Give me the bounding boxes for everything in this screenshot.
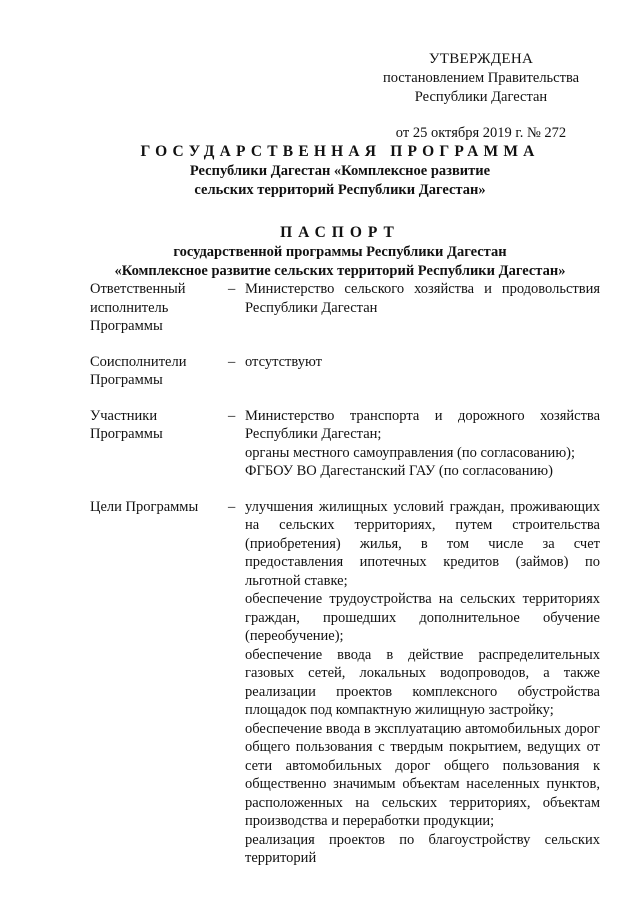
row-value-line: обеспечение ввода в эксплуатацию автомобильных дорог общего пользования с твердым покрытием, ведущих от сети автомобильных дорог общего пользования к общественно значимым объектам населенных пунктов, расположенных на сельских территориях, объектам производства и переработки продукции; — [245, 720, 600, 829]
row-dash: – — [228, 498, 236, 515]
passport-row-coexecutors — [90, 353, 600, 390]
row-value — [245, 498, 600, 868]
row-value-line: Министерство сельского хозяйства и продовольствия Республики Дагестан — [245, 281, 600, 316]
approved-by-line: постановлением Правительства — [382, 70, 580, 86]
passport-title: ПАСПОРТ — [280, 224, 400, 241]
approved-heading: УТВЕРЖДЕНА — [428, 51, 534, 67]
program-title: ГОСУДАРСТВЕННАЯ ПРОГРАММА — [140, 143, 540, 160]
passport-subtitle-line-1: государственной программы Республики Дагестан — [173, 244, 507, 260]
passport-row-goals — [90, 498, 600, 868]
row-value-line: органы местного самоуправления (по согласованию); — [245, 444, 576, 461]
passport-subtitle-line-2: «Комплексное развитие сельских территорий Республики Дагестан» — [114, 263, 566, 279]
row-dash: – — [228, 281, 236, 297]
program-subtitle-line-2: сельских территорий Республики Дагестан» — [194, 182, 486, 198]
program-subtitle-line-1: Республики Дагестан «Комплексное развитие — [189, 163, 491, 179]
row-value — [245, 353, 600, 390]
row-value-line: отсутствуют — [245, 353, 322, 370]
passport-row-responsible — [90, 280, 600, 336]
row-label: Соисполнители Программы — [90, 353, 187, 388]
approval-stamp — [350, 50, 612, 143]
row-label: Цели Программы — [90, 498, 199, 515]
approved-by-republic: Республики Дагестан — [414, 89, 548, 105]
row-label: Ответственный исполнитель Программы — [90, 281, 186, 334]
passport-row-participants — [90, 407, 600, 481]
row-value-line: обеспечение трудоустройства на сельских территориях граждан, прошедших дополнительное обучение (переобучение); — [245, 591, 600, 644]
row-value-line: ФГБОУ ВО Дагестанский ГАУ (по согласованию) — [245, 463, 553, 479]
row-label: Участники Программы — [90, 407, 163, 442]
row-dash: – — [228, 407, 236, 424]
row-value-line: обеспечение ввода в действие распределительных газовых сетей, локальных водопроводов, а также реализации проектов комплексного обустройства площадок под компактную жилищную застройку; — [245, 646, 600, 718]
row-value-line: улучшения жилищных условий граждан, проживающих на сельских территориях, путем строительства (приобретения) жилья, в том числе за счет предоставления ипотечных кредитов (займов) по льготной ставке; — [245, 498, 600, 589]
passport-table — [90, 280, 600, 868]
approval-date: от 25 октября 2019 г. № 272 — [395, 125, 567, 141]
row-value — [245, 407, 600, 481]
document-titles — [60, 142, 620, 281]
row-value-line: Министерство транспорта и дорожного хозяйства Республики Дагестан; — [245, 407, 600, 442]
row-dash: – — [228, 353, 236, 370]
row-value — [245, 280, 600, 336]
row-value-line: реализация проектов по благоустройству сельских территорий — [245, 831, 600, 866]
